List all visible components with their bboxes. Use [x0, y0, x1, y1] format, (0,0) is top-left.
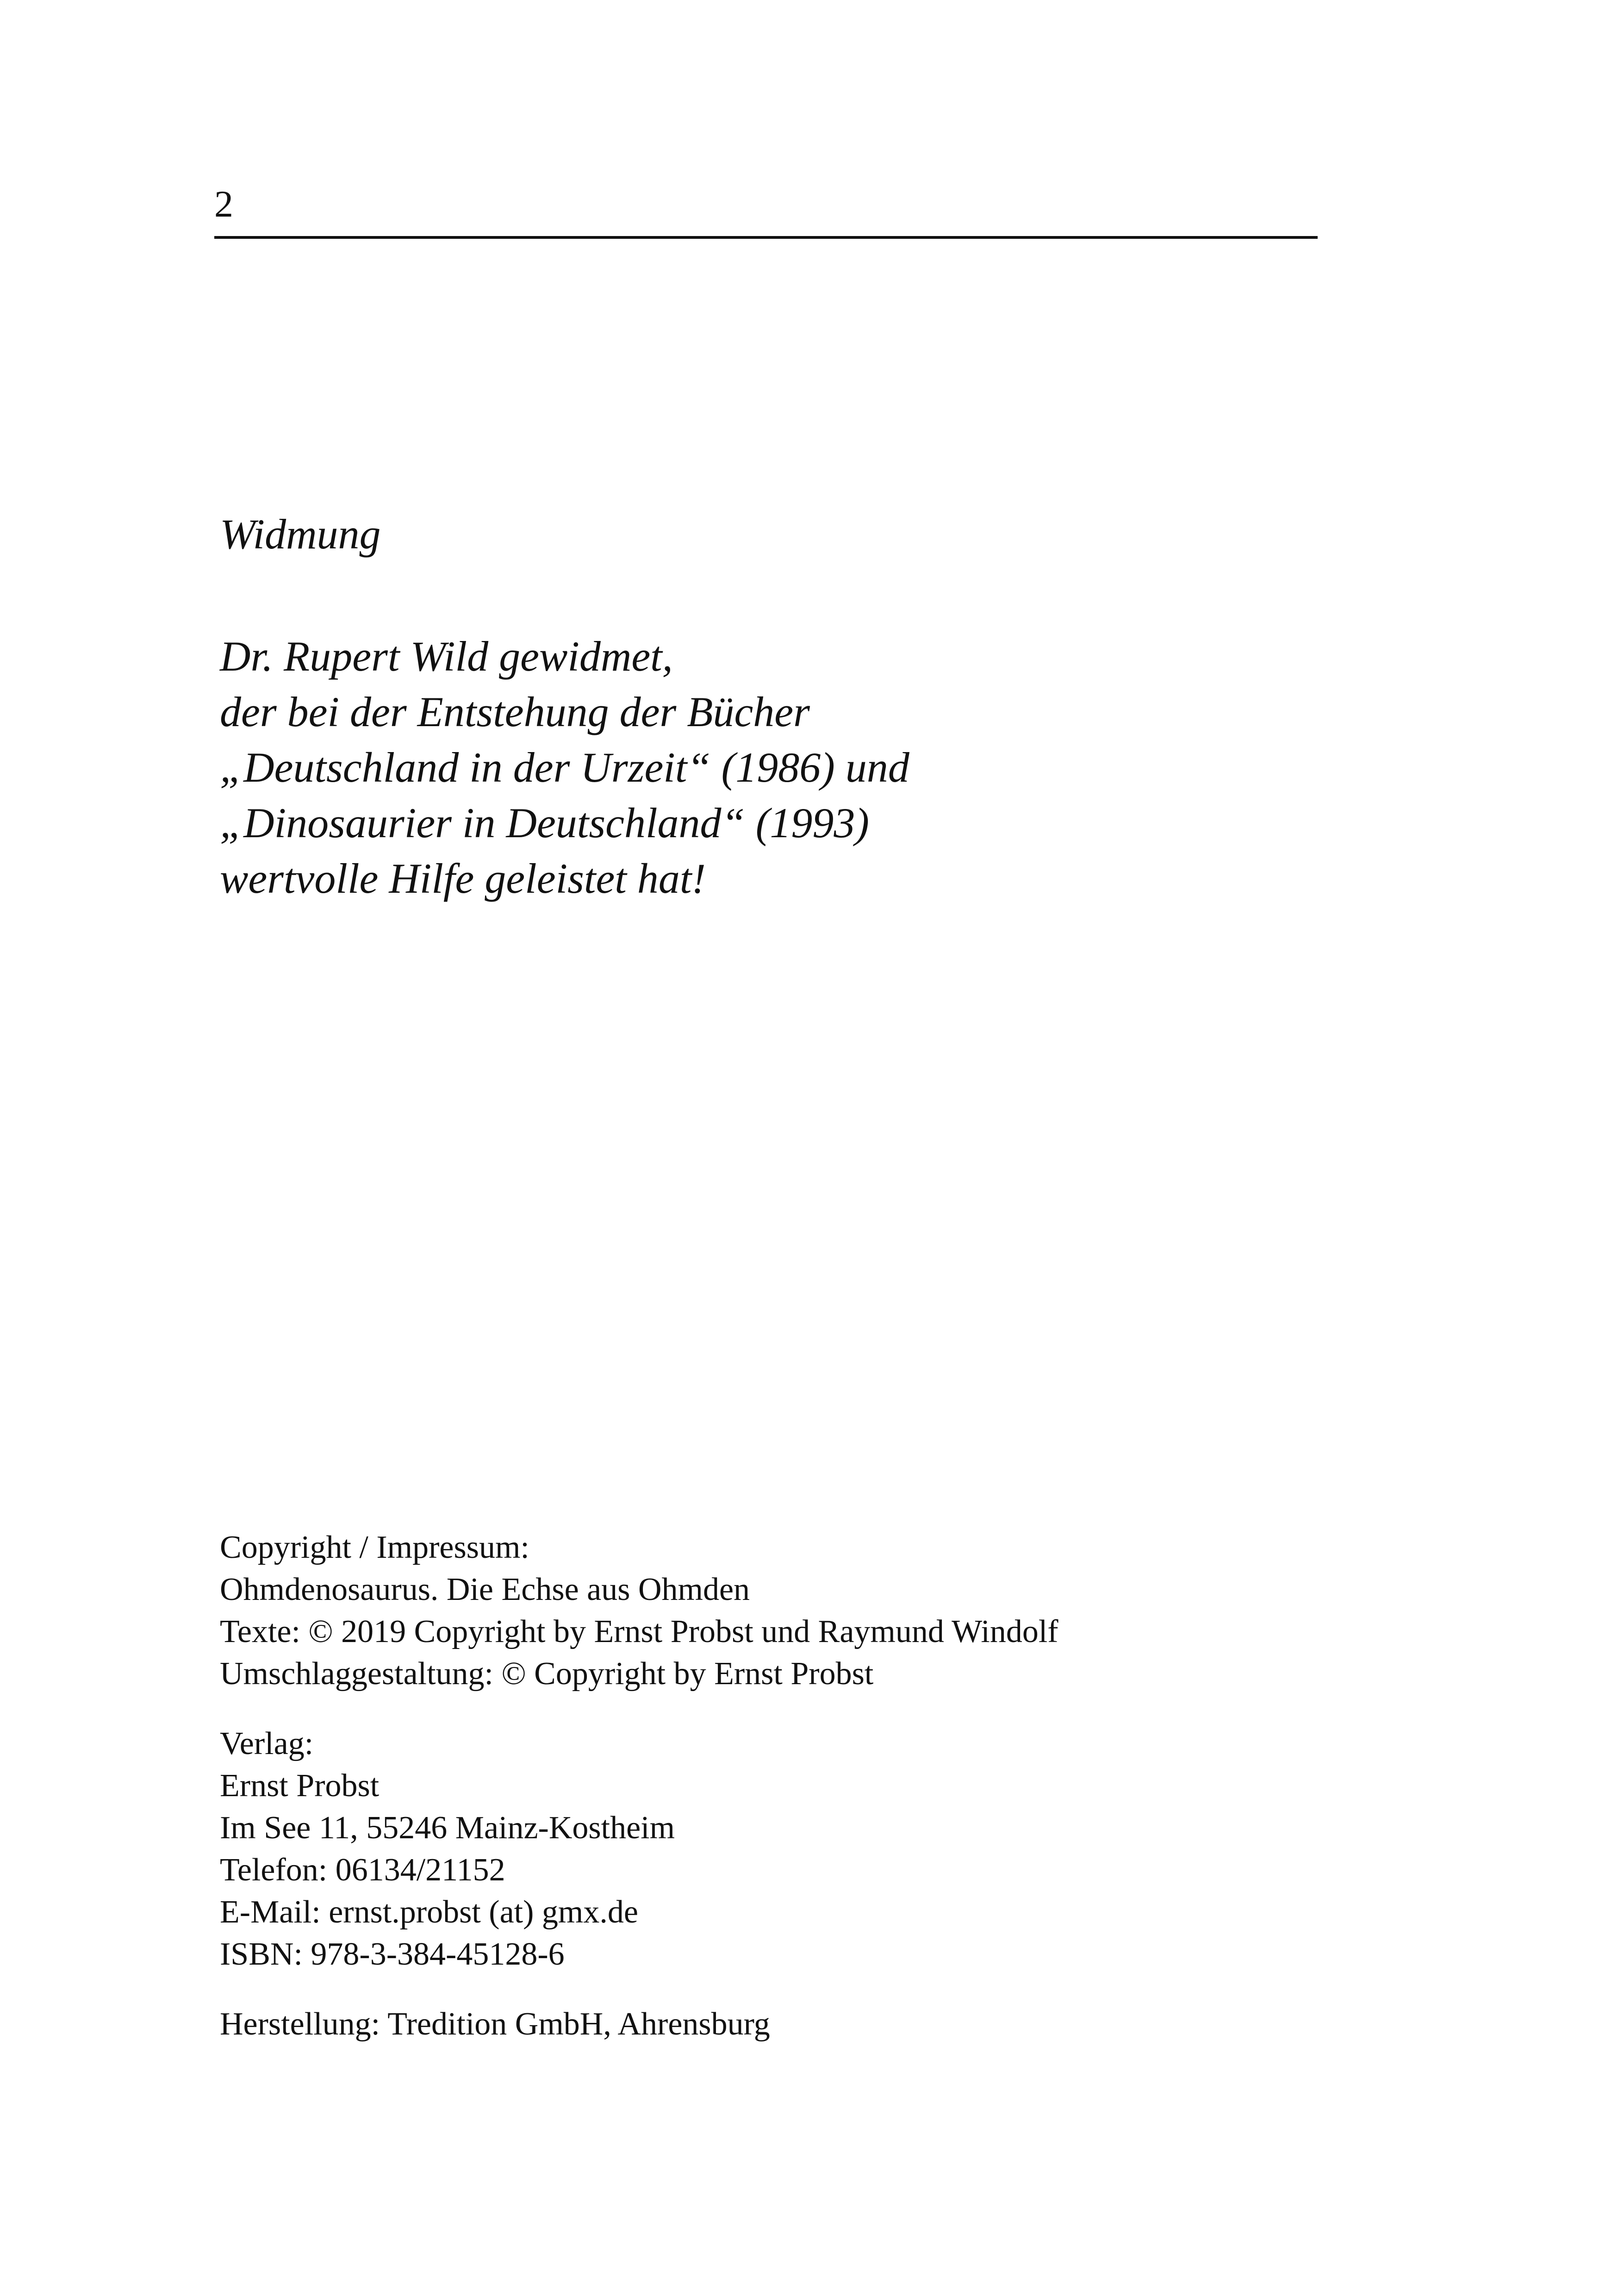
publisher-address: Im See 11, 55246 Mainz-Kostheim — [220, 1810, 675, 1846]
dedication-line: der bei der Entstehung der Bücher — [220, 688, 810, 735]
dedication-line: Dr. Rupert Wild gewidmet, — [220, 633, 673, 680]
publisher-label: Verlag: — [220, 1726, 314, 1761]
imprint — [220, 1526, 1058, 2045]
publisher-name: Ernst Probst — [220, 1768, 380, 1804]
dedication-text — [220, 628, 909, 906]
page-number: 2 — [214, 183, 233, 225]
production-credit: Herstellung: Tredition GmbH, Ahrensburg — [220, 2006, 770, 2042]
dedication-line: „Dinosaurier in Deutschland“ (1993) — [220, 799, 869, 846]
dedication-line: „Deutschland in der Urzeit“ (1986) und — [220, 744, 909, 791]
publisher-email: E-Mail: ernst.probst (at) gmx.de — [220, 1894, 638, 1930]
spacer — [220, 1695, 1058, 1723]
cover-copyright: Umschlaggestaltung: © Copyright by Ernst Probst — [220, 1656, 874, 1692]
book-title: Ohmdenosaurus. Die Echse aus Ohmden — [220, 1572, 750, 1607]
isbn: ISBN: 978-3-384-45128-6 — [220, 1936, 565, 1972]
text-copyright: Texte: © 2019 Copyright by Ernst Probst und Raymund Windolf — [220, 1614, 1058, 1649]
spacer — [220, 1975, 1058, 2003]
header-rule — [214, 236, 1318, 239]
dedication-heading: Widmung — [220, 510, 381, 558]
publisher-phone: Telefon: 06134/21152 — [220, 1852, 505, 1888]
dedication-line: wertvolle Hilfe geleistet hat! — [220, 855, 706, 902]
imprint-heading: Copyright / Impressum: — [220, 1530, 529, 1565]
